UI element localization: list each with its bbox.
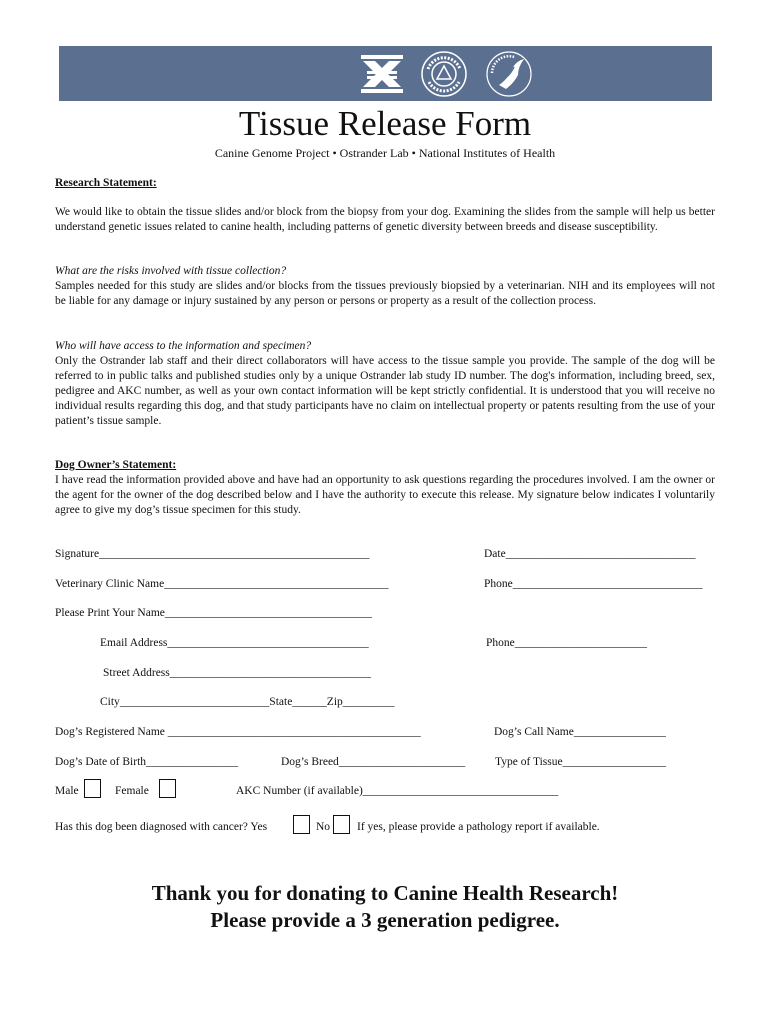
- email-field[interactable]: Email Address___________________________________: [100, 637, 369, 649]
- signature-field[interactable]: Signature_______________________________________________: [55, 548, 370, 560]
- breed-field[interactable]: Dog’s Breed______________________: [281, 756, 466, 768]
- risks-question: What are the risks involved with tissue collection?: [55, 265, 287, 277]
- street-address-field[interactable]: Street Address___________________________________: [103, 667, 372, 679]
- hhs-eagle-logo: [484, 49, 534, 99]
- owner-phone-field[interactable]: Phone_______________________: [486, 637, 647, 649]
- female-label: Female: [115, 785, 149, 797]
- header-banner: [59, 46, 712, 101]
- cancer-yes-checkbox[interactable]: [293, 815, 310, 834]
- date-field[interactable]: Date_________________________________: [484, 548, 696, 560]
- cancer-no-checkbox[interactable]: [333, 815, 350, 834]
- research-heading: Research Statement:: [55, 177, 157, 189]
- cancer-no-label: No: [316, 821, 331, 833]
- cancer-question: Has this dog been diagnosed with cancer? Yes: [55, 821, 268, 833]
- date-of-birth-field[interactable]: Dog’s Date of Birth________________: [55, 756, 239, 768]
- tissue-type-field[interactable]: Type of Tissue__________________: [495, 756, 667, 768]
- male-label: Male: [55, 785, 79, 797]
- print-name-field[interactable]: Please Print Your Name____________________________________: [55, 607, 372, 619]
- clinic-name-field[interactable]: Veterinary Clinic Name_______________________________________: [55, 578, 389, 590]
- call-name-field[interactable]: Dog’s Call Name________________: [494, 726, 666, 738]
- owner-statement: I have read the information provided above and have had an opportunity to ask questions regarding the procedures involved. I am the owner or the agent for the owner of the dog described below and I have the authority to execute this release. My signature below indicates I voluntarily agree to give my dog’s tissue specimen for this study.: [55, 474, 715, 516]
- male-checkbox[interactable]: [84, 779, 101, 798]
- female-checkbox[interactable]: [159, 779, 176, 798]
- owner-heading: Dog Owner’s Statement:: [55, 459, 177, 471]
- form-title: Tissue Release Form: [238, 104, 532, 143]
- registered-name-field[interactable]: Dog’s Registered Name ____________________________________________: [55, 726, 421, 738]
- pathology-note: If yes, please provide a pathology report if available.: [357, 821, 600, 833]
- form-subtitle: Canine Genome Project • Ostrander Lab • National Institutes of Health: [214, 146, 556, 160]
- dna-x-logo: [357, 51, 407, 97]
- clinic-phone-field[interactable]: Phone_________________________________: [484, 578, 703, 590]
- thank-you-message: Thank you for donating to Canine Health Research!: [151, 881, 619, 905]
- risks-answer: Samples needed for this study are slides and/or blocks from the tissues previously biopsied by a veterinarian. NIH and its employees will not be liable for any damage or injury sustained by any person or persons or property as a result of the collection process.: [55, 280, 715, 307]
- akc-number-field[interactable]: AKC Number (if available)__________________________________: [236, 785, 559, 797]
- research-intro: We would like to obtain the tissue slides and/or block from the biopsy from your dog. Examining the slides from the sample will help us better understand genetic issues related to canine health, including patterns of genetic diversity between breeds and disease susceptibility.: [55, 206, 715, 233]
- pedigree-request: Please provide a 3 generation pedigree.: [210, 908, 560, 932]
- nih-seal-logo: [419, 49, 469, 99]
- city-state-zip-field[interactable]: City__________________________State______Zip_________: [100, 696, 395, 708]
- access-answer: Only the Ostrander lab staff and their direct collaborators will have access to the tissue sample you provide. The sample of the dog will be referred to in public talks and published studies only by a unique Ostrander lab study ID number. The dog's information, including breed, sex, pedigree and AKC number, as well as your own contact information will be kept strictly confidential. It is understood that you will receive no individual results regarding this dog, and that study participants have no claim on intellectual property or patents resulting from the use of your patient’s tissue sample.: [55, 355, 715, 427]
- access-question: Who will have access to the information and specimen?: [55, 340, 312, 352]
